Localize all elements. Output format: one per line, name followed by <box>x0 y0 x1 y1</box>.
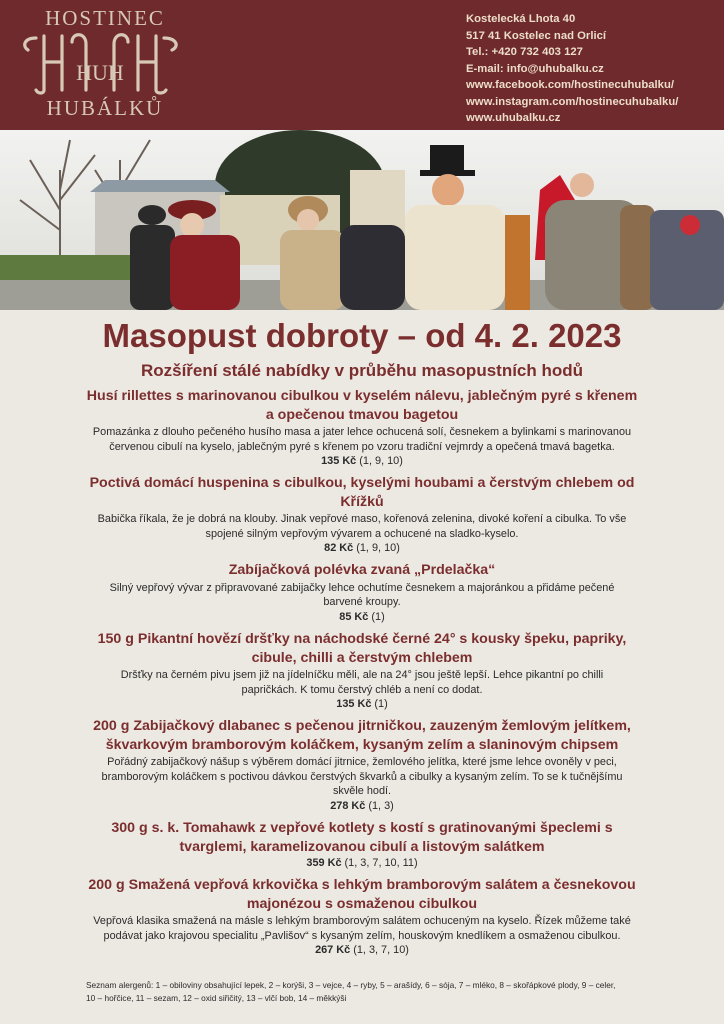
email-link[interactable]: E-mail: info@uhubalku.cz <box>466 62 604 75</box>
dish-allergens: (1, 9, 10) <box>359 455 403 468</box>
dish-name: 200 g Zabijačkový dlabanec s pečenou jitrničkou, zauzeným žemlovým jelítkem, škvarkovým bramborovým koláčkem, kysaným zelím a slaninovým chipsem <box>93 718 631 753</box>
dish-price: 135 Kč <box>336 698 372 711</box>
restaurant-logo[interactable] <box>14 6 196 124</box>
dish-price: 82 Kč <box>324 542 354 555</box>
contact-info <box>466 11 721 127</box>
dish-price-line <box>0 943 724 958</box>
dish-name: 150 g Pikantní hovězí dršťky na náchodské černé 24° s kousky špeku, papriky, cibule, chilli a čerstvým chlebem <box>97 631 627 666</box>
address-city: 517 41 Kostelec nad Orlicí <box>466 29 607 42</box>
dish-name: Poctivá domácí huspenina s cibulkou, kyselými houbami a čerstvým chlebem od Křížků <box>89 475 635 510</box>
dish-price-line <box>0 697 724 712</box>
carnival-procession-photo <box>0 130 724 310</box>
logo-text-top: HOSTINEC <box>45 6 165 30</box>
dish-allergens: (1, 3, 7, 10, 11) <box>344 857 418 870</box>
dish-price-line <box>0 799 724 814</box>
dish-price-line <box>0 541 724 556</box>
dish-price: 359 Kč <box>306 857 342 870</box>
dish-allergens: (1, 3, 7, 10) <box>353 944 409 957</box>
menu-item <box>0 876 724 958</box>
menu-item <box>0 474 724 556</box>
dish-price: 135 Kč <box>321 455 357 468</box>
phone-number[interactable]: Tel.: +420 732 403 127 <box>466 46 583 58</box>
dish-price: 267 Kč <box>315 944 351 957</box>
dish-name: Husí rillettes s marinovanou cibulkou v kyselém nálevu, jablečným pyré s křenem a opečenou tmavou bagetou <box>86 388 638 423</box>
instagram-link[interactable]: www.instagram.com/hostinecuhubalku/ <box>466 95 679 108</box>
logo-text-bottom: HUBÁLKŮ <box>46 96 164 120</box>
facebook-link[interactable]: www.facebook.com/hostinecuhubalku/ <box>466 79 674 91</box>
dish-description: Babička říkala, že je dobrá na klouby. Jinak vepřové maso, kořenová zelenina, divoké koření a cibulka. To vše spojené silným vepřovým vývarem a ochucené na sladko-kyselo. <box>97 513 627 540</box>
dish-price-line <box>0 610 724 625</box>
dish-allergens: (1) <box>371 611 385 624</box>
dish-allergens: (1, 3) <box>368 800 394 813</box>
dish-description: Dršťky na černém pivu jsem již na jídelníčku měli, ale na 24° jsou ještě lepší. Lehce pikantní po chilli papričkách. K tomu čerstvý chléb a není co dodat. <box>120 669 604 696</box>
dish-allergens: (1) <box>374 698 388 711</box>
dish-allergens: (1, 9, 10) <box>356 542 400 555</box>
header-banner <box>0 0 724 130</box>
dish-description: Vepřová klasika smažená na másle s lehkým bramborovým salátem ochuceným na kyselo. Řízek můžeme také podávat jako krajovou specialitu „Pavlišov“ s kysaným zelím, houskovým knedlíkem a osmaženou cibulkou. <box>93 915 631 942</box>
page-title: Masopust dobroty – od 4. 2. 2023 <box>102 317 622 354</box>
website-link[interactable]: www.uhubalku.cz <box>466 112 561 124</box>
monogram-emblem <box>14 32 196 96</box>
dish-price: 85 Kč <box>339 611 369 624</box>
menu-item <box>0 561 724 625</box>
dish-price-line <box>0 454 724 469</box>
dish-description: Silný vepřový vývar z připravované zabijačky lehce ochutíme česnekem a majoránkou a přidáme pečené barvené kroupy. <box>109 581 615 609</box>
monogram-letter: HUH <box>76 60 124 85</box>
menu-item <box>0 717 724 814</box>
dish-name: 300 g s. k. Tomahawk z vepřové kotlety s kostí s gratinovanými špeclemi s tvarglemi, karamelizovanou cibulí a listovým salátkem <box>111 820 613 855</box>
address-street: Kostelecká Lhota 40 <box>466 13 576 25</box>
menu-item <box>0 819 724 871</box>
menu-content <box>0 314 724 958</box>
dish-description: Pořádný zabijačkový nášup s výběrem domácí jitrnice, žemlového jelítka, které jsme lehce ovoněly v peci, bramborovým koláčkem s poctivou dávkou čerstvých škvarků a cibulky a kysaným zelím. To se k tučnějšímu skvěle hodí. <box>101 756 623 798</box>
page-subtitle: Rozšíření stálé nabídky v průběhu masopustních hodů <box>140 361 584 380</box>
dish-price-line <box>0 856 724 871</box>
menu-item <box>0 387 724 469</box>
dish-description: Pomazánka z dlouho pečeného husího masa a jater lehce ochucená solí, česnekem a bylinkami s marinovanou červenou cibulí na kyselo, jablečným pyré s křenem po vzoru tradiční vejmrdy a opečená tmavá bagetka. <box>92 426 632 453</box>
allergen-legend: Seznam alergenů: 1 – obiloviny obsahující lepek, 2 – korýši, 3 – vejce, 4 – ryby, 5 – arašídy, 6 – sója, 7 – mléko, 8 – skořápkové plody, 9 – celer, 10 – hořčice, 11 – sezam, 12 – oxid siřičitý, 13 – vlčí bob, 14 – měkkýši <box>86 980 616 1003</box>
dish-price: 278 Kč <box>330 800 366 813</box>
menu-item <box>0 630 724 712</box>
dish-name: Zabíjačková polévka zvaná „Prdelačka“ <box>228 562 496 579</box>
dish-name: 200 g Smažená vepřová krkovička s lehkým bramborovým salátem a česnekovou majonézou s osmaženou cibulkou <box>88 877 636 912</box>
